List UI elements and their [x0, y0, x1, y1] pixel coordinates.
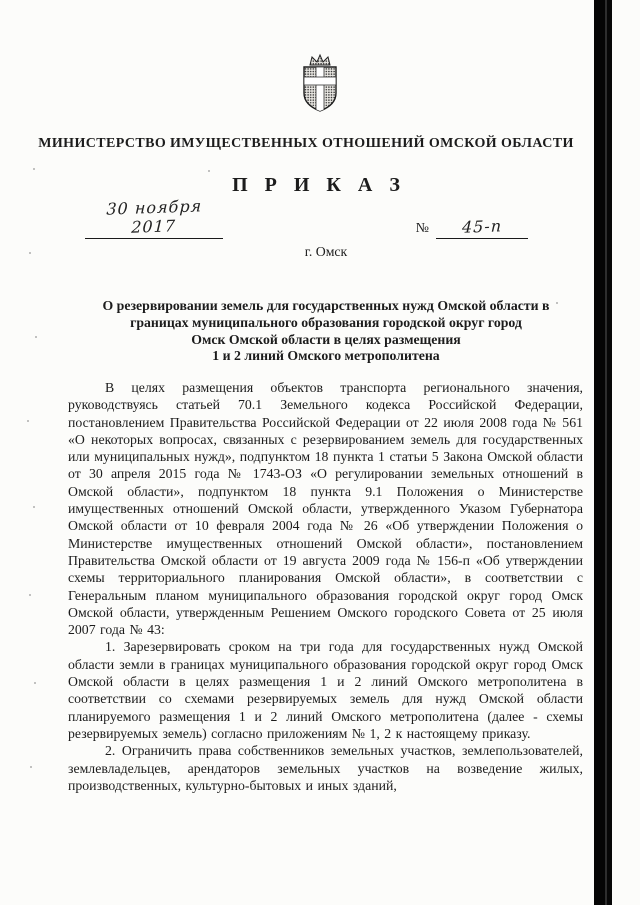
city-line: г. Омск [304, 244, 348, 259]
scan-edge-artifact [594, 0, 612, 905]
document-title-line-1: О резервировании земель для государственных нужд Омской области в [102, 298, 550, 313]
handwritten-date: 30 ноября 2017 [106, 196, 203, 237]
scan-speck [27, 420, 29, 422]
scan-speck [34, 682, 36, 684]
document-title-line-4: 1 и 2 линий Омского метрополитена [212, 348, 440, 364]
coat-of-arms-graphic [299, 52, 341, 116]
document-title-line-2: границах муниципального образования городской округ город [130, 314, 522, 330]
scan-speck [33, 506, 35, 508]
document-body [68, 379, 583, 794]
document-title-line-3: Омск Омской области в целях размещения [191, 331, 461, 347]
number-underline [436, 217, 528, 239]
requisites-row [85, 198, 528, 239]
scan-speck [208, 170, 210, 172]
body-paragraph-preamble: В целях размещения объектов транспорта регионального значения, руководствуясь статьей 70.1 Земельного кодекса Российской Федерации, постановлением Правительства Российской Федерации от 22 июля 2008 года № 561 «О некоторых вопросах, связанных с резервированием земель для государственных или муниципальных нужд», подпунктом 18 пункта 1 статьи 5 Закона Омской области от 30 апреля 2015 года № 1743-ОЗ «О регулировании земельных отношений в Омской области», подпунктом 18 пункта 9.1 Положения о Министерстве имущественных отношений Омской области, утвержденного Указом Губернатора Омской области от 10 февраля 2004 года № 26 «Об утверждении Положения о Министерстве имущественных отношений Омской области», постановлением Правительства Омской области от 19 августа 2009 года № 156-п «Об утверждении схемы территориального планирования Омской области», в соответствии с Генеральным планом муниципального образования городской округ город Омск Омской области, утвержденным Решением Омского городского Совета от 25 июля 2007 года № 43: [68, 380, 583, 638]
date-underline [85, 198, 223, 239]
scan-speck [556, 302, 558, 304]
ministry-name: МИНИСТЕРСТВО ИМУЩЕСТВЕННЫХ ОТНОШЕНИЙ ОМСКОЙ ОБЛАСТИ [38, 136, 574, 151]
scan-speck [29, 252, 31, 254]
document-title [70, 298, 582, 365]
number-sign: № [415, 221, 429, 236]
body-paragraph-item-1: 1. Зарезервировать сроком на три года для государственных нужд Омской области земли в границах муниципального образования городской округ город Омск Омской области в целях размещения 1 и 2 линий Омского метрополитена в соответствии со схемами резервируемых земель для нужд Омской области планируемого размещения 1 и 2 линий Омского метрополитена (далее - схемы резервируемых земель) согласно приложениям № 1, 2 к настоящему приказу. [68, 639, 583, 741]
scan-speck [29, 594, 31, 596]
document-type-heading: П Р И К А З [232, 174, 406, 196]
coat-of-arms [299, 52, 341, 116]
body-paragraph-item-2: 2. Ограничить права собственников земельных участков, землепользователей, землевладельцев, арендаторов земельных участков на возведение жилых, производственных, культурно-бытовых и иных зданий, [68, 743, 583, 793]
handwritten-number: 45-п [461, 216, 503, 237]
scan-speck [33, 168, 35, 170]
number-field [416, 217, 528, 239]
scan-speck [30, 766, 32, 768]
scan-speck [35, 336, 37, 338]
